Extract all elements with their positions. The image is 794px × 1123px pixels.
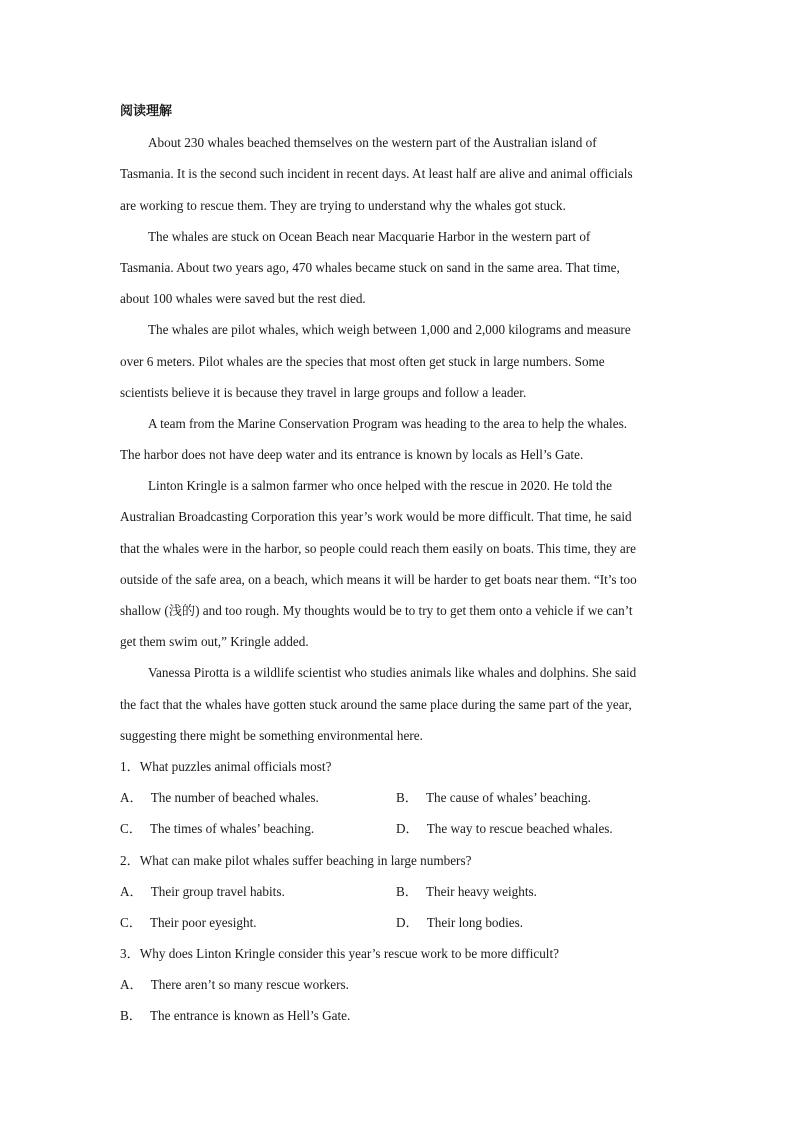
paragraph-line: get them swim out,” Kringle added. xyxy=(120,634,309,650)
option-text: Their long bodies. xyxy=(426,914,524,930)
option-b[interactable] xyxy=(396,876,537,907)
question-2 xyxy=(120,845,672,939)
question-stem: 3．Why does Linton Kringle consider this year’s rescue work to be more difficult? xyxy=(120,946,559,962)
option-text: The number of beached whales. xyxy=(150,790,319,806)
option-label: B． xyxy=(396,790,418,806)
option-text: There aren’t so many rescue workers. xyxy=(150,977,349,993)
option-d[interactable] xyxy=(396,813,613,844)
paragraph-2 xyxy=(120,221,672,315)
paragraph-line: The whales are pilot whales, which weigh between 1,000 and 2,000 kilograms and measure xyxy=(148,322,631,338)
option-text: The times of whales’ beaching. xyxy=(149,821,315,837)
paragraph-4 xyxy=(120,408,672,470)
paragraph-line: that the whales were in the harbor, so people could reach them easily on boats. This time, they are xyxy=(120,540,636,556)
paragraph-line: A team from the Marine Conservation Program was heading to the area to help the whales. xyxy=(148,415,628,431)
paragraph-line: outside of the safe area, on a beach, which means it will be harder to get boats near them. “It’s too xyxy=(120,571,637,587)
option-text: Their group travel habits. xyxy=(150,883,285,899)
paragraph-line: About 230 whales beached themselves on the western part of the Australian island of xyxy=(148,135,597,151)
option-label: A． xyxy=(120,977,143,993)
option-row xyxy=(120,907,672,938)
paragraph-line: shallow (浅的) and too rough. My thoughts would be to try to get them onto a vehicle if we can’t xyxy=(120,603,633,618)
option-c[interactable] xyxy=(120,907,396,938)
question-stem: 2．What can make pilot whales suffer beaching in large numbers? xyxy=(120,852,472,868)
paragraph-1 xyxy=(120,127,672,221)
paragraph-line: Vanessa Pirotta is a wildlife scientist who studies animals like whales and dolphins. She said xyxy=(148,665,637,681)
paragraph-line: Tasmania. About two years ago, 470 whales became stuck on sand in the same area. That time, xyxy=(120,259,620,275)
option-b[interactable] xyxy=(396,782,591,813)
option-d[interactable] xyxy=(396,907,523,938)
option-row xyxy=(120,813,672,844)
paragraph-line: about 100 whales were saved but the rest died. xyxy=(120,291,366,307)
option-c[interactable] xyxy=(120,813,396,844)
paragraph-6 xyxy=(120,657,672,751)
option-text: Their heavy weights. xyxy=(425,883,537,899)
document-page xyxy=(120,96,672,1032)
question-3 xyxy=(120,938,672,1032)
option-text: Their poor eyesight. xyxy=(149,914,257,930)
option-text: The entrance is known as Hell’s Gate. xyxy=(149,1008,351,1024)
paragraph-line: over 6 meters. Pilot whales are the species that most often get stuck in large numbers. Some xyxy=(120,353,605,369)
option-a[interactable] xyxy=(120,969,672,1000)
paragraph-3 xyxy=(120,314,672,408)
option-a[interactable] xyxy=(120,782,396,813)
paragraph-line: The harbor does not have deep water and its entrance is known by locals as Hell’s Gate. xyxy=(120,447,584,463)
question-1 xyxy=(120,751,672,845)
option-label: A． xyxy=(120,883,143,899)
option-a[interactable] xyxy=(120,876,396,907)
option-label: D． xyxy=(396,914,419,930)
option-label: A． xyxy=(120,790,143,806)
paragraph-line: The whales are stuck on Ocean Beach near Macquarie Harbor in the western part of xyxy=(148,228,591,244)
paragraph-5 xyxy=(120,470,672,657)
option-text: The cause of whales’ beaching. xyxy=(425,790,591,806)
option-label: B． xyxy=(120,1008,142,1024)
paragraph-line: the fact that the whales have gotten stuck around the same place during the same part of the year, xyxy=(120,696,632,712)
option-label: D． xyxy=(396,821,419,837)
option-label: C． xyxy=(120,821,142,837)
paragraph-line: Australian Broadcasting Corporation this year’s work would be more difficult. That time, he said xyxy=(120,509,632,525)
option-row xyxy=(120,876,672,907)
option-label: B． xyxy=(396,883,418,899)
paragraph-line: scientists believe it is because they travel in large groups and follow a leader. xyxy=(120,384,527,400)
option-b[interactable] xyxy=(120,1000,672,1031)
paragraph-line: Tasmania. It is the second such incident in recent days. At least half are alive and animal officials xyxy=(120,166,633,182)
option-row xyxy=(120,782,672,813)
question-stem: 1．What puzzles animal officials most? xyxy=(120,758,332,774)
paragraph-line: are working to rescue them. They are trying to understand why the whales got stuck. xyxy=(120,197,566,213)
paragraph-line: suggesting there might be something environmental here. xyxy=(120,727,423,743)
option-text: The way to rescue beached whales. xyxy=(426,821,613,837)
paragraph-line: Linton Kringle is a salmon farmer who once helped with the rescue in 2020. He told the xyxy=(148,478,613,494)
option-label: C． xyxy=(120,914,142,930)
section-title: 阅读理解 xyxy=(120,104,173,119)
